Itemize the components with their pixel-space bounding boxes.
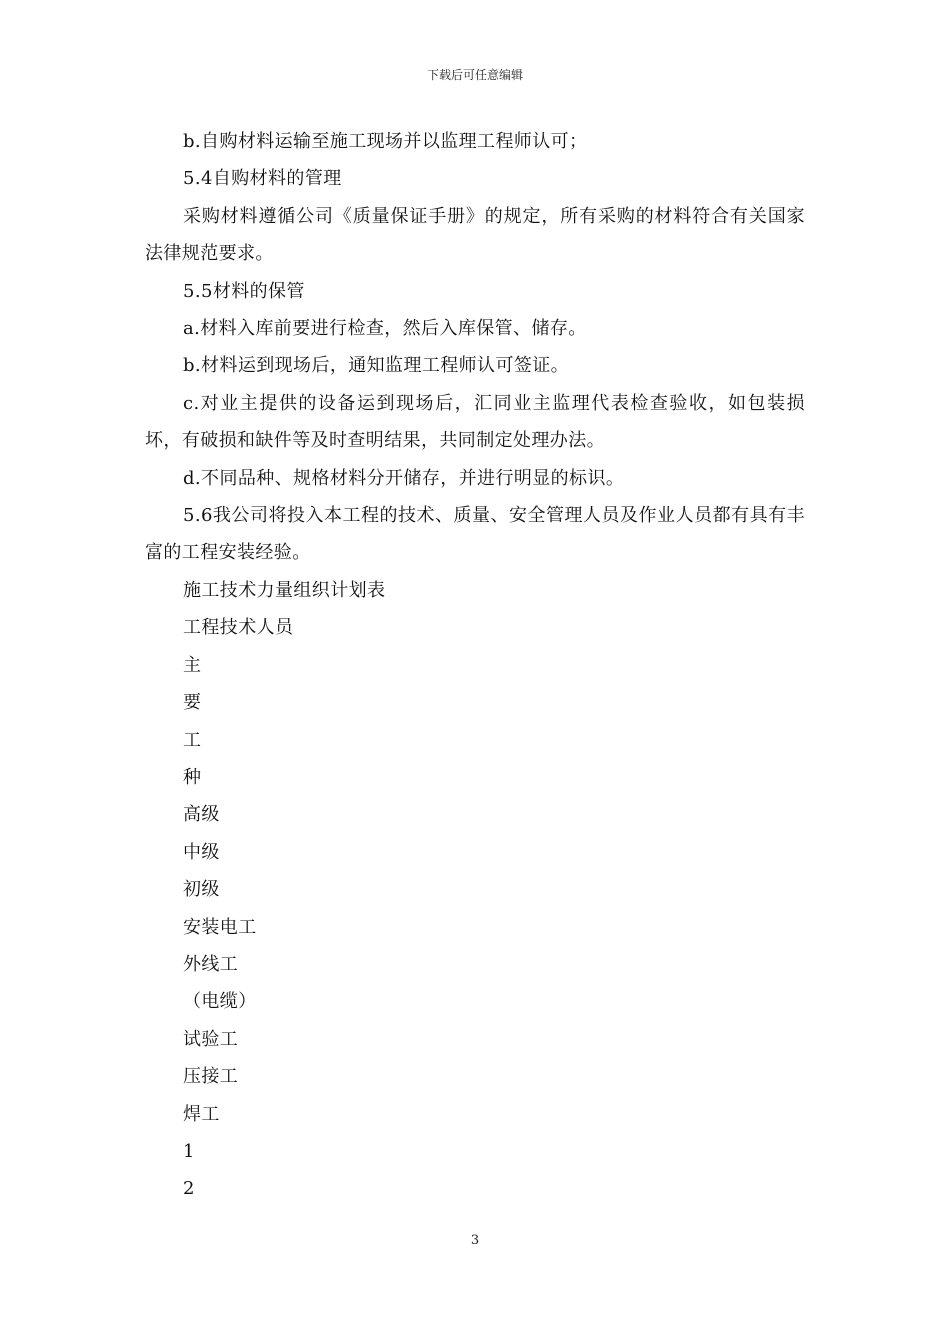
paragraph: a.材料入库前要进行检查，然后入库保管、储存。 [183,318,587,340]
table-cell-text: 初级 [183,879,220,901]
paragraph: d.不同品种、规格材料分开储存，并进行明显的标识。 [183,467,625,489]
paragraph: c.对业主提供的设备运到现场后，汇同业主监理代表检查验收，如包装损坏，有破损和缺件等及时查明结果，共同制定处理办法。 [145,392,805,452]
document-body [145,123,805,1208]
table-cell-text: 种 [183,766,202,788]
table-cell-text: 试验工 [183,1028,239,1050]
table-cell-text: 1 [183,1140,195,1162]
page-header: 下载后可任意编辑 [426,68,523,82]
table-cell-text: 中级 [183,841,220,863]
table-cell-text: 焊工 [183,1103,220,1125]
paragraph: b.自购材料运输至施工现场并以监理工程师认可； [183,131,588,152]
table-cell-text: （电缆） [183,991,257,1013]
table-cell-text: 外线工 [183,953,239,975]
table-cell-text: 主 [183,654,202,676]
table-cell-text: 2 [183,1178,195,1200]
paragraph: b.材料运到现场后，通知监理工程师认可签证。 [183,355,570,377]
page-number: 3 [470,1233,480,1248]
table-cell-text: 工 [183,729,202,751]
table-title: 施工技术力量组织计划表 [183,579,386,601]
paragraph: 5.6我公司将投入本工程的技术、质量、安全管理人员及作业人员都有具有丰富的工程安装经验。 [145,505,805,564]
table-cell-text: 工程技术人员 [183,617,294,639]
table-cell-text: 要 [183,692,202,714]
section-heading: 5.4自购材料的管理 [183,168,342,190]
table-cell-text: 高级 [183,804,220,826]
section-heading: 5.5材料的保管 [183,280,305,302]
table-cell-text: 安装电工 [183,916,257,938]
paragraph: 采购材料遵循公司《质量保证手册》的规定，所有采购的材料符合有关国家法律规范要求。 [145,205,805,265]
table-cell-text: 压接工 [183,1066,239,1088]
